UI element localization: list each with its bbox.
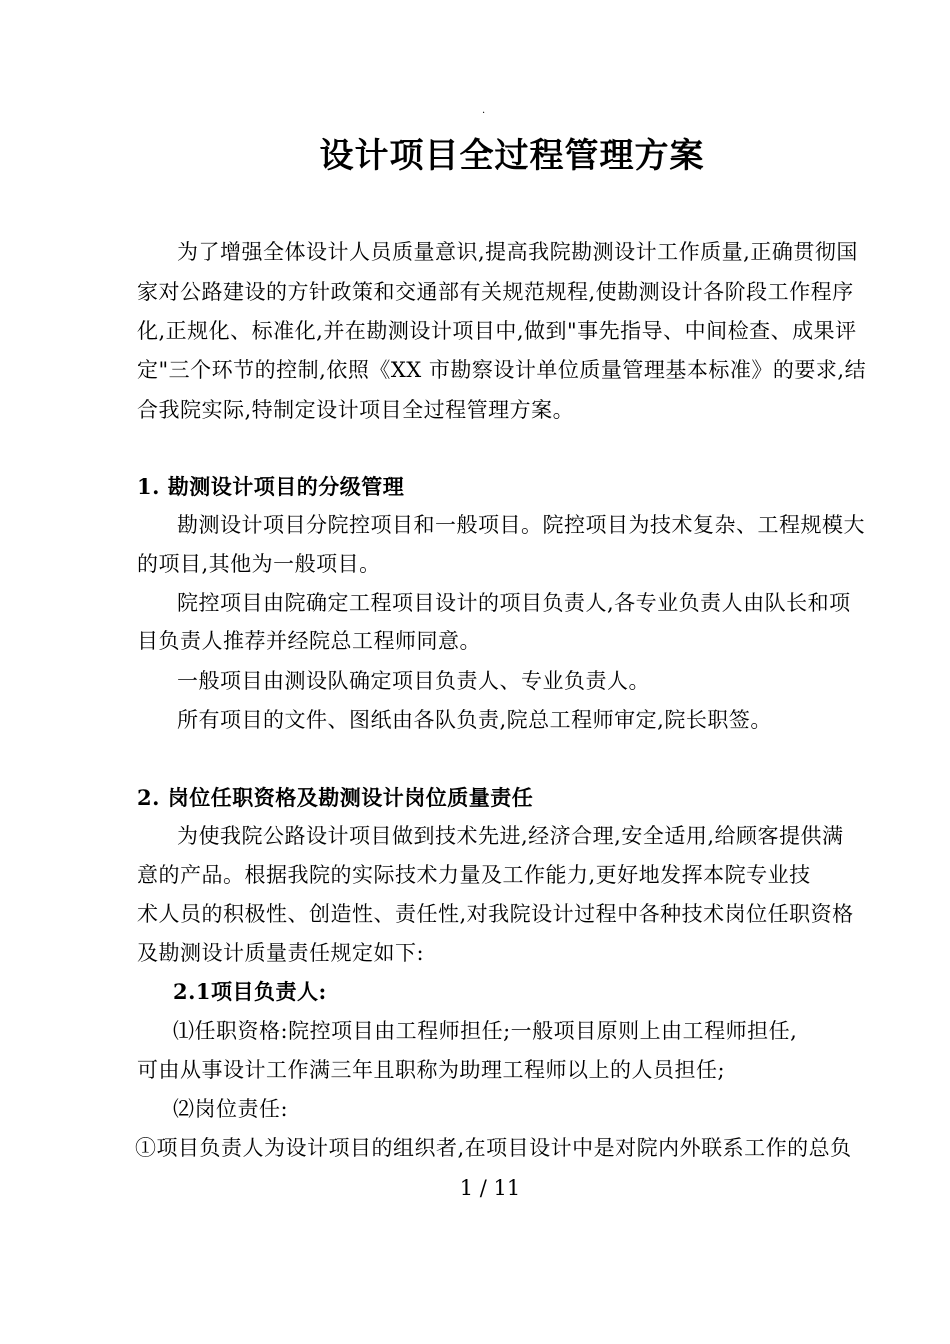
paragraph-line: 目负责人推荐并经院总工程师同意。 bbox=[137, 629, 481, 653]
paragraph-line: 可由从事设计工作满三年且职称为助理工程师以上的人员担任; bbox=[137, 1058, 726, 1082]
section-heading: 1. 勘测设计项目的分级管理 bbox=[137, 474, 405, 499]
intro-line: 化,正规化、标准化,并在勘测设计项目中,做到"事先指导、中间检查、成果评 bbox=[137, 319, 857, 343]
paragraph-line: 的项目,其他为一般项目。 bbox=[137, 552, 381, 576]
paragraph-line: 一般项目由测设队确定项目负责人、专业负责人。 bbox=[177, 669, 650, 693]
paragraph-line: 院控项目由院确定工程项目设计的项目负责人,各专业负责人由队长和项 bbox=[177, 591, 851, 615]
paragraph-line: ⑴任职资格:院控项目由工程师担任;一般项目原则上由工程师担任, bbox=[173, 1019, 798, 1043]
subsection-heading: 2.1项目负责人: bbox=[173, 979, 327, 1004]
intro-line: 家对公路建设的方针政策和交通部有关规范规程,使勘测设计各阶段工作程序 bbox=[137, 280, 854, 304]
paragraph-line: ⑵岗位责任: bbox=[173, 1097, 289, 1121]
paragraph-line: 及勘测设计质量责任规定如下: bbox=[137, 941, 425, 965]
page-number: 1 / 11 bbox=[459, 1176, 521, 1200]
paragraph-line: 意的产品。根据我院的实际技术力量及工作能力,更好地发挥本院专业技 bbox=[137, 863, 811, 887]
paragraph-line: ①项目负责人为设计项目的组织者,在项目设计中是对院内外联系工作的总负 bbox=[135, 1136, 852, 1160]
paragraph-line: 所有项目的文件、图纸由各队负责,院总工程师审定,院长职签。 bbox=[177, 708, 772, 732]
section-heading: 2. 岗位任职资格及勘测设计岗位质量责任 bbox=[137, 785, 534, 810]
intro-line: 为了增强全体设计人员质量意识,提高我院勘测设计工作质量,正确贯彻国 bbox=[177, 240, 858, 264]
paragraph-line: 勘测设计项目分院控项目和一般项目。院控项目为技术复杂、工程规模大 bbox=[177, 513, 865, 537]
intro-line: 定"三个环节的控制,依照《XX 市勘察设计单位质量管理基本标准》的要求,结 bbox=[137, 358, 867, 382]
page-title: 设计项目全过程管理方案 bbox=[319, 136, 705, 176]
paragraph-line: 为使我院公路设计项目做到技术先进,经济合理,安全适用,给顾客提供满 bbox=[177, 824, 844, 848]
intro-line: 合我院实际,特制定设计项目全过程管理方案。 bbox=[137, 398, 575, 422]
header-mark: . bbox=[482, 105, 486, 116]
paragraph-line: 术人员的积极性、创造性、责任性,对我院设计过程中各种技术岗位任职资格 bbox=[137, 902, 854, 926]
